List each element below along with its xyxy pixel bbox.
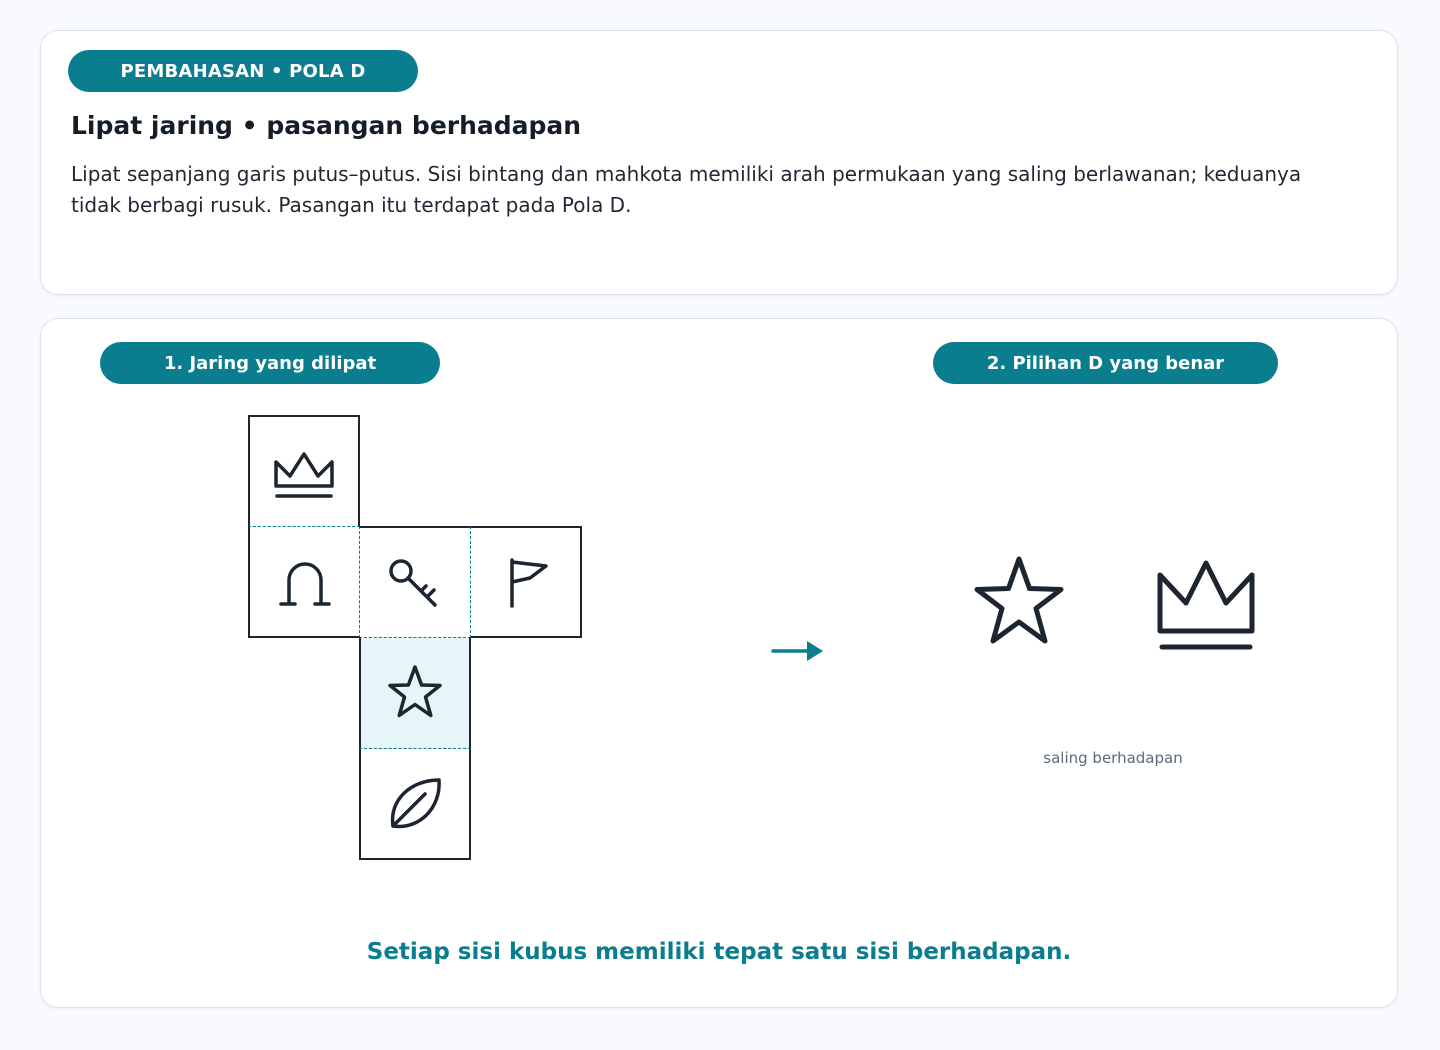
star-icon bbox=[379, 657, 451, 729]
net-step-label: 1. Jaring yang dilipat bbox=[100, 342, 440, 384]
net-face-leaf bbox=[359, 748, 471, 860]
answer-step-label: 2. Pilihan D yang benar bbox=[933, 342, 1278, 384]
leaf-icon bbox=[379, 768, 451, 840]
star-icon bbox=[969, 555, 1069, 651]
net-face-crown bbox=[248, 415, 360, 527]
crown-icon bbox=[268, 436, 340, 508]
flag-icon bbox=[490, 546, 562, 618]
net-face-star bbox=[359, 637, 471, 749]
key-icon bbox=[379, 547, 451, 619]
arrow-right-icon bbox=[771, 637, 827, 665]
net-face-key bbox=[359, 526, 471, 638]
explanation-card bbox=[40, 30, 1398, 295]
explanation-text: Lipat sepanjang garis putus–putus. Sisi bintang dan mahkota memiliki arah permukaan yang saling berlawanan; keduanya tidak berbagi rusuk. Pasangan itu terdapat pada Pola D. bbox=[71, 162, 1302, 217]
illustration-card bbox=[40, 318, 1398, 1008]
magnet-icon bbox=[269, 546, 341, 618]
crown-icon bbox=[1152, 555, 1260, 655]
section-badge: PEMBAHASAN • POLA D bbox=[68, 50, 418, 92]
pair-caption: saling berhadapan bbox=[1043, 749, 1183, 767]
net-face-flag bbox=[470, 526, 582, 638]
net-face-magnet bbox=[248, 526, 360, 638]
page-title: Lipat jaring • pasangan berhadapan bbox=[71, 111, 582, 140]
conclusion-text: Setiap sisi kubus memiliki tepat satu sisi berhadapan. bbox=[366, 939, 1072, 965]
